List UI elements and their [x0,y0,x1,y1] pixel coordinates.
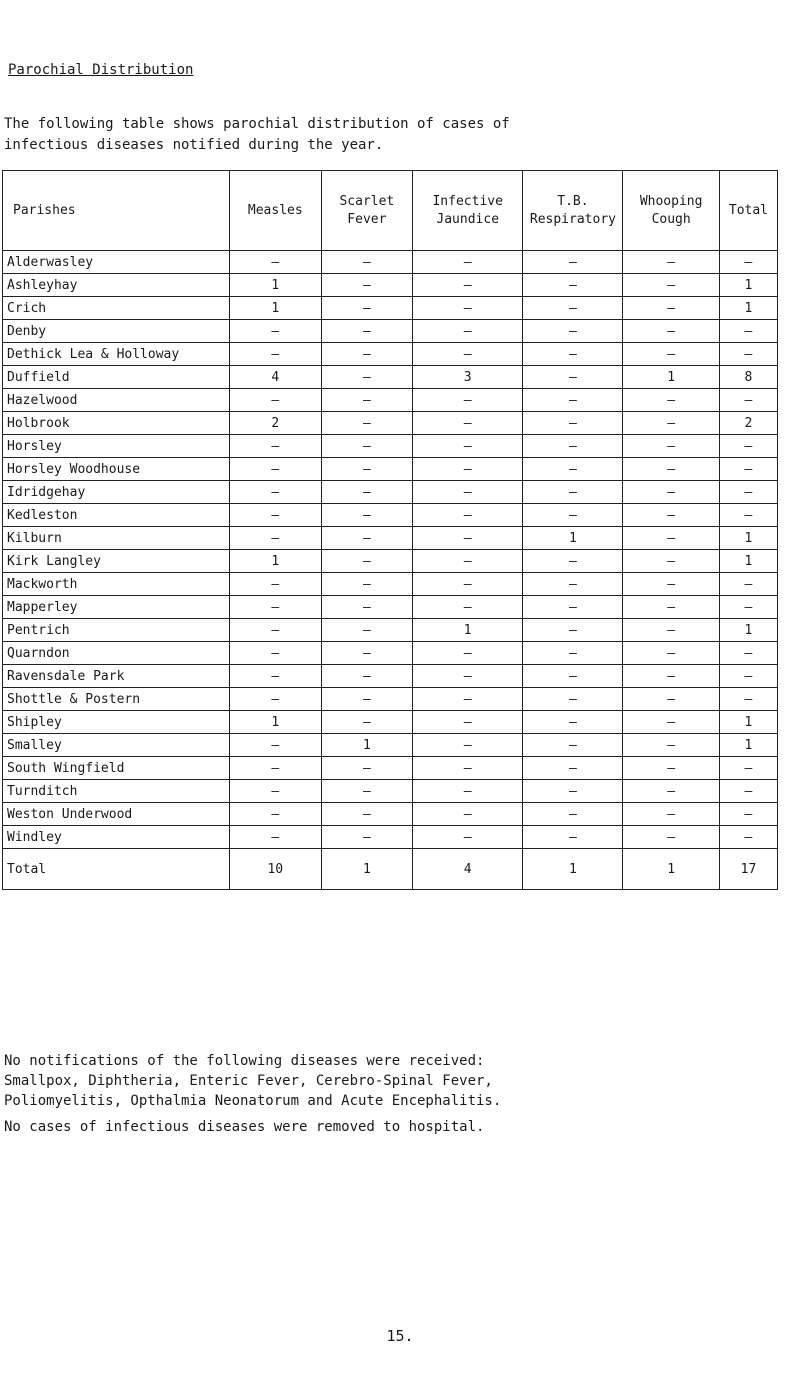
notes-line: No notifications of the following diseases were received: [4,1053,485,1069]
table-cell: — [523,458,623,481]
table-cell-parish: Mapperley [3,596,230,619]
col-header-total: Total [719,171,777,251]
table-cell: — [523,550,623,573]
table-cell: — [719,665,777,688]
table-cell: — [623,619,720,642]
table-row [3,642,778,665]
table-cell: — [412,596,523,619]
table-cell: — [623,297,720,320]
table-cell: — [412,803,523,826]
table-cell: — [229,504,321,527]
table-row [3,251,778,274]
table-cell: — [321,642,412,665]
table-cell: — [229,596,321,619]
table-cell: — [412,527,523,550]
table-cell: — [321,665,412,688]
table-cell: — [412,757,523,780]
table-cell: 1 [523,849,623,890]
table-row [3,458,778,481]
table-body [3,251,778,890]
table-cell: — [412,274,523,297]
table-cell: — [623,274,720,297]
table-cell: 3 [412,366,523,389]
col-header-whooping-cough: Whooping Cough [623,171,720,251]
table-row [3,297,778,320]
table-cell: — [523,481,623,504]
table-cell: — [623,504,720,527]
table-cell: 1 [229,274,321,297]
table-cell: — [229,458,321,481]
table-cell: — [321,826,412,849]
table-cell: — [719,251,777,274]
table-cell: — [623,320,720,343]
table-cell: — [623,343,720,366]
table-cell: — [719,343,777,366]
table-cell-parish: Ashleyhay [3,274,230,297]
col-header-scarlet-fever: Scarlet Fever [321,171,412,251]
table-row [3,734,778,757]
table-cell-parish: Weston Underwood [3,803,230,826]
table-cell: — [623,573,720,596]
table-cell-parish: Smalley [3,734,230,757]
table-cell: — [523,251,623,274]
table-cell: — [412,504,523,527]
table-cell: — [412,780,523,803]
table-cell: — [623,527,720,550]
table-cell: — [321,320,412,343]
table-cell-parish: Duffield [3,366,230,389]
table-cell: — [321,343,412,366]
table-cell: 2 [229,412,321,435]
table-cell: — [719,780,777,803]
table-row [3,343,778,366]
table-cell: — [229,435,321,458]
table-cell: — [719,642,777,665]
table-cell: — [523,757,623,780]
table-cell: — [229,780,321,803]
table-cell: — [623,711,720,734]
table-cell-parish: Kirk Langley [3,550,230,573]
table-cell: — [623,826,720,849]
table-cell-parish: Ravensdale Park [3,665,230,688]
table-row [3,826,778,849]
notes-line: Poliomyelitis, Opthalmia Neonatorum and Acute Encephalitis. [4,1093,502,1109]
table-cell: — [229,826,321,849]
table-cell: — [321,527,412,550]
table-cell: — [623,458,720,481]
table-cell: — [719,458,777,481]
table-cell: — [719,389,777,412]
table-cell: — [623,412,720,435]
table-cell: 1 [321,734,412,757]
col-header-measles: Measles [229,171,321,251]
table-cell: 8 [719,366,777,389]
table-cell: — [229,527,321,550]
table-row [3,803,778,826]
table-cell: — [321,573,412,596]
table-cell: 2 [719,412,777,435]
table-cell: — [523,596,623,619]
table-cell-parish: Shottle & Postern [3,688,230,711]
table-cell: — [623,688,720,711]
table-cell: — [229,734,321,757]
table-cell: — [229,642,321,665]
col-header-tb-respiratory: T.B. Respiratory [523,171,623,251]
table-row [3,320,778,343]
table-cell: 1 [523,527,623,550]
table-row [3,481,778,504]
table-cell: 1 [321,849,412,890]
table-cell: — [719,688,777,711]
table-cell: — [412,297,523,320]
table-cell: — [412,642,523,665]
table-cell: — [523,803,623,826]
table-cell: — [623,481,720,504]
table-header-row [3,171,778,251]
table-cell: — [321,412,412,435]
table-cell: — [523,412,623,435]
table-row [3,366,778,389]
table-row [3,596,778,619]
notes-block [4,1051,501,1137]
table-cell: — [719,320,777,343]
table-cell: 1 [229,711,321,734]
table-cell: — [321,688,412,711]
table-cell-parish: South Wingfield [3,757,230,780]
table-row [3,274,778,297]
table-cell: 1 [623,366,720,389]
table-cell: — [321,251,412,274]
table-row [3,711,778,734]
table-cell: — [523,642,623,665]
table-cell-parish: Total [3,849,230,890]
table-cell: — [623,550,720,573]
table-row [3,527,778,550]
table-cell: — [719,435,777,458]
table-cell: — [523,274,623,297]
table-cell: — [412,320,523,343]
table-cell: 1 [719,619,777,642]
table-cell: 1 [719,734,777,757]
table-cell: 1 [229,297,321,320]
notes-line: Smallpox, Diphtheria, Enteric Fever, Cerebro-Spinal Fever, [4,1073,493,1089]
section-heading: Parochial Distribution [8,62,194,78]
table-row [3,389,778,412]
table-cell: — [321,711,412,734]
table-cell: — [321,458,412,481]
table-cell-parish: Kedleston [3,504,230,527]
table-cell: — [523,619,623,642]
table-cell-parish: Idridgehay [3,481,230,504]
table-cell: — [412,481,523,504]
intro-paragraph: The following table shows parochial distribution of cases of infectious diseases notified during the year. [4,116,510,153]
table-cell: 1 [719,711,777,734]
table-total-row [3,849,778,890]
table-cell: — [229,757,321,780]
table-row [3,665,778,688]
table-cell: 1 [719,550,777,573]
table-cell: — [321,481,412,504]
table-cell: — [229,251,321,274]
table-cell: — [623,803,720,826]
table-cell: — [719,826,777,849]
table-cell: — [229,688,321,711]
table-cell-parish: Mackworth [3,573,230,596]
table-row [3,504,778,527]
table-cell-parish: Horsley [3,435,230,458]
table-cell: — [229,573,321,596]
table-cell: — [229,803,321,826]
table-cell: — [229,481,321,504]
table-cell: — [623,757,720,780]
table-cell: — [229,389,321,412]
table-cell: 1 [719,274,777,297]
table-cell: — [412,458,523,481]
table-cell: — [412,389,523,412]
table-cell: — [321,366,412,389]
table-cell: — [623,780,720,803]
table-cell: — [321,757,412,780]
col-header-parishes: Parishes [3,171,230,251]
table-cell: — [523,366,623,389]
table-cell-parish: Turnditch [3,780,230,803]
table-cell: — [523,297,623,320]
table-cell: — [412,573,523,596]
table-cell: — [523,389,623,412]
table-cell: — [321,550,412,573]
table-cell: 1 [623,849,720,890]
table-cell: — [719,573,777,596]
table-cell-parish: Dethick Lea & Holloway [3,343,230,366]
table-row [3,619,778,642]
table-cell: — [412,826,523,849]
table-cell: — [321,780,412,803]
table-cell: — [623,665,720,688]
table-cell: — [321,389,412,412]
table-cell: — [229,320,321,343]
table-cell: — [412,343,523,366]
table-cell: — [523,734,623,757]
table-cell: — [412,734,523,757]
table-cell: — [523,711,623,734]
table-cell: — [523,320,623,343]
table-cell: 10 [229,849,321,890]
table-cell: — [523,343,623,366]
table-cell: 4 [229,366,321,389]
table-cell-parish: Denby [3,320,230,343]
table-cell-parish: Shipley [3,711,230,734]
table-cell-parish: Pentrich [3,619,230,642]
table-cell: 1 [719,297,777,320]
table-cell: — [523,826,623,849]
col-header-infective-jaundice: Infective Jaundice [412,171,523,251]
table-cell: — [623,251,720,274]
table-cell-parish: Crich [3,297,230,320]
table-cell: — [412,435,523,458]
table-cell: — [623,734,720,757]
parochial-distribution-table [2,170,778,890]
table-cell: — [412,412,523,435]
table-cell: — [412,711,523,734]
table-cell: — [719,481,777,504]
table-cell: — [523,688,623,711]
notes-line: No cases of infectious diseases were removed to hospital. [4,1119,485,1135]
table-row [3,550,778,573]
table-cell-parish: Alderwasley [3,251,230,274]
table-row [3,412,778,435]
table-cell: — [229,619,321,642]
table-cell: — [719,504,777,527]
table-cell: — [623,389,720,412]
page-number: 15. [386,1327,414,1345]
table-cell: — [523,573,623,596]
table-cell: 17 [719,849,777,890]
table-cell-parish: Hazelwood [3,389,230,412]
table-cell: — [623,435,720,458]
table-cell: — [523,504,623,527]
table-cell: 1 [719,527,777,550]
table-cell: — [229,343,321,366]
table-cell-parish: Horsley Woodhouse [3,458,230,481]
table-cell: — [523,665,623,688]
table-cell: — [523,780,623,803]
table-cell: — [321,596,412,619]
table-cell: — [321,619,412,642]
table-cell: — [623,596,720,619]
table-cell: — [623,642,720,665]
table-cell: — [229,665,321,688]
table-cell: — [412,251,523,274]
table-row [3,435,778,458]
table-cell: — [321,274,412,297]
table-row [3,573,778,596]
table-cell: — [321,297,412,320]
table-row [3,688,778,711]
table-cell: 1 [412,619,523,642]
table-cell: — [321,504,412,527]
table-row [3,780,778,803]
table-cell: — [719,757,777,780]
table-cell: — [719,803,777,826]
table-cell: — [321,803,412,826]
table-cell: 1 [229,550,321,573]
table-cell-parish: Kilburn [3,527,230,550]
table-cell: — [321,435,412,458]
table-cell: — [719,596,777,619]
table-cell-parish: Quarndon [3,642,230,665]
table-cell: — [412,550,523,573]
table-cell-parish: Windley [3,826,230,849]
table-cell: — [412,688,523,711]
table-row [3,757,778,780]
table-cell: — [412,665,523,688]
table-cell: 4 [412,849,523,890]
table-cell: — [523,435,623,458]
table-cell-parish: Holbrook [3,412,230,435]
